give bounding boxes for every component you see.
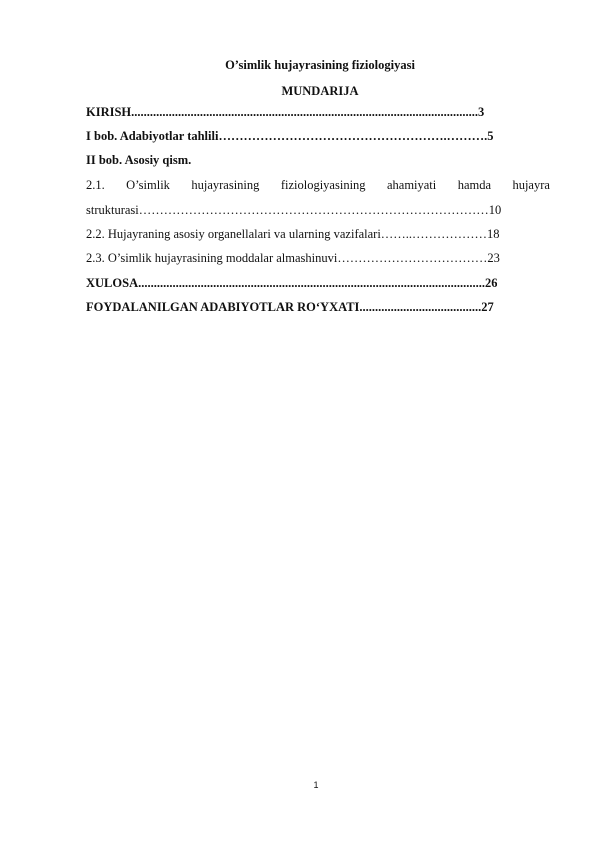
toc-word: ahamiyati <box>386 178 437 192</box>
toc-entry-kirish: KIRISH...............................................................................................................3 <box>86 105 485 119</box>
toc-entry-chapter-1: I bob. Adabiyotlar tahlili……………………………………………….……….5 <box>86 129 494 143</box>
toc-word: hujayra <box>512 178 550 192</box>
toc-entry-2-1-cont: strukturasi…………………………………………………………………………10 <box>86 203 502 217</box>
toc-entry-references: FOYDALANILGAN ADABIYOTLAR RO‘YXATI.......................................27 <box>86 300 494 314</box>
toc-word: 2.1. <box>86 178 105 192</box>
toc-word: O’simlik <box>126 178 170 192</box>
toc-entry-2-2: 2.2. Hujayraning asosiy organellalari va ularning vazifalari……..………………18 <box>86 227 500 241</box>
toc-word: fiziologiyasining <box>280 178 366 192</box>
toc-word: hamda <box>457 178 492 192</box>
toc-entry-xulosa: XULOSA...............................................................................................................26 <box>86 276 498 290</box>
toc-word: hujayrasining <box>191 178 260 192</box>
page-number: 1 <box>313 780 319 790</box>
document-title: O’simlik hujayrasining fiziologiyasi <box>225 58 415 72</box>
toc-heading: MUNDARIJA <box>281 84 359 98</box>
toc-entry-chapter-2: II bob. Asosiy qism. <box>86 153 192 167</box>
toc-entry-2-3: 2.3. O’simlik hujayrasining moddalar almashinuvi………………………………23 <box>86 251 500 265</box>
toc-entry-2-1 <box>86 177 550 193</box>
